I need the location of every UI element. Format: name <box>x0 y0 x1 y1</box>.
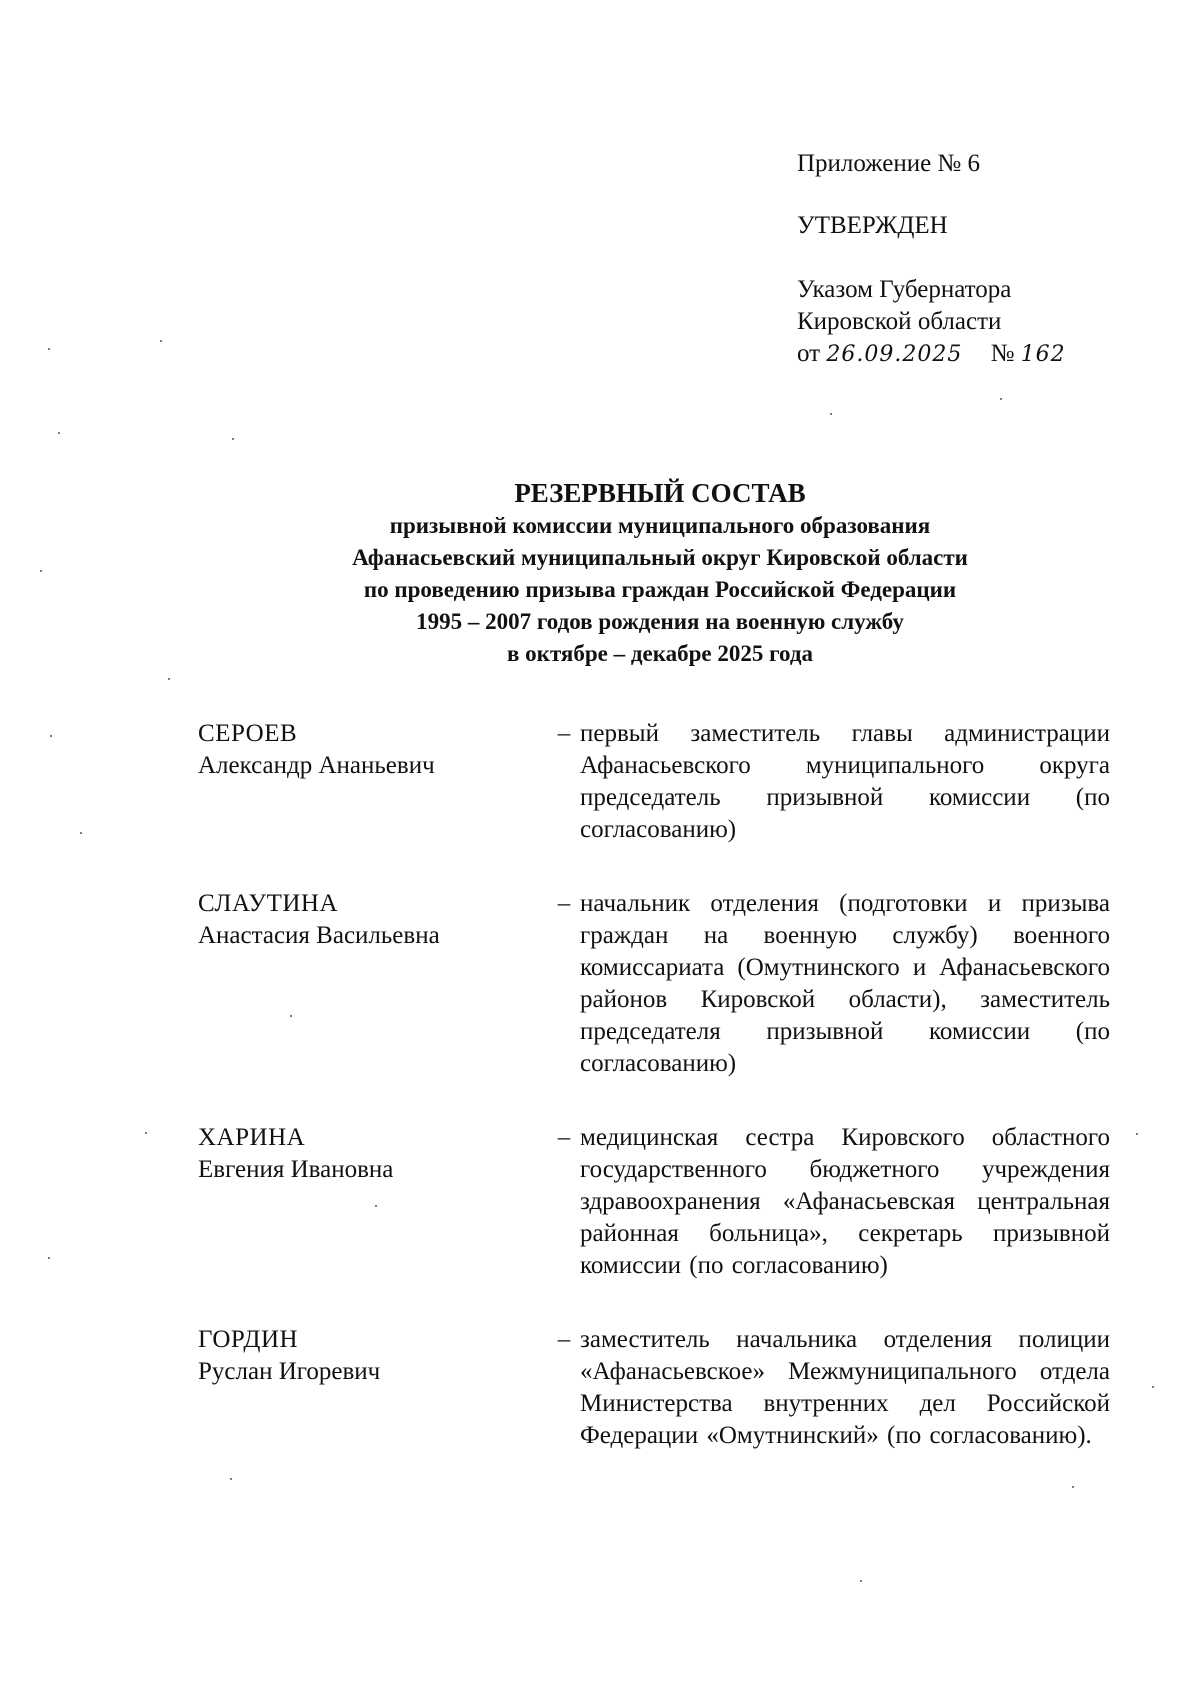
handwritten-number: 162 <box>1020 342 1066 367</box>
title-main: РЕЗЕРВНЫЙ СОСТАВ <box>514 478 806 508</box>
scan-speck <box>232 438 234 440</box>
member-role: заместитель начальника отделения полиции «Афанасьевское» Межмуниципального отдела Министерства внутренних дел Российской Федерации «Омутнинский» (по согласованию). <box>580 1326 1110 1449</box>
title-line: 1995 – 2007 годов рождения на военную службу <box>416 609 904 634</box>
title-line: призывной комиссии муниципального образования <box>389 513 931 538</box>
title-line: по проведению призыва граждан Российской Федерации <box>363 577 957 602</box>
member-role: первый заместитель главы администрации Афанасьевского муниципального округа председатель призывной комиссии (по согласованию) <box>580 720 1110 843</box>
scan-speck <box>1072 1486 1074 1488</box>
members-list <box>198 718 1118 1452</box>
title-line: в октябре – декабре 2025 года <box>507 641 813 666</box>
scan-speck <box>1000 398 1002 400</box>
appendix-label: Приложение № 6 <box>797 150 981 177</box>
scan-speck <box>145 1132 147 1134</box>
scan-speck <box>860 1580 862 1582</box>
scan-speck <box>48 1257 50 1259</box>
member-name <box>198 1122 548 1282</box>
scan-speck <box>830 413 832 415</box>
scan-speck <box>375 1205 377 1207</box>
member-entry <box>198 1324 1118 1452</box>
member-surname: СЛАУТИНА <box>198 890 338 917</box>
member-given-name: Анастасия Васильевна <box>198 922 440 949</box>
scan-speck <box>290 1015 292 1017</box>
handwritten-date: 26.09.2025 <box>826 342 963 367</box>
member-given-name: Александр Ананьевич <box>198 752 435 779</box>
scan-speck <box>58 432 60 434</box>
scan-speck <box>80 832 82 834</box>
member-role: начальник отделения (подготовки и призыва граждан на военную службу) военного комиссариата (Омутнинского и Афанасьевского районов Кировской области), заместитель председателя призывной комиссии (по согласованию) <box>580 890 1110 1077</box>
member-name <box>198 888 548 1080</box>
member-entry <box>198 1122 1118 1282</box>
member-role: медицинская сестра Кировского областного государственного бюджетного учреждения здравоохранения «Афанасьевская центральная районная больница», секретарь призывной комиссии (по согласованию) <box>580 1124 1110 1279</box>
member-given-name: Евгения Ивановна <box>198 1156 394 1183</box>
approved-label: УТВЕРЖДЕН <box>797 212 948 239</box>
decree-line-1: Указом Губернатора <box>797 276 1012 303</box>
document-title <box>200 476 1120 670</box>
date-prefix: от <box>797 340 821 367</box>
scan-speck <box>230 1478 232 1480</box>
member-given-name: Руслан Игоревич <box>198 1358 381 1385</box>
title-line: Афанасьевский муниципальный округ Кировской области <box>352 545 968 570</box>
member-dash: – <box>557 720 571 747</box>
scan-speck <box>160 340 162 342</box>
member-dash: – <box>557 1326 571 1353</box>
approval-block <box>797 148 1066 371</box>
scan-speck <box>1152 1386 1154 1388</box>
member-dash: – <box>557 890 571 917</box>
scan-speck <box>40 570 42 572</box>
number-label: № <box>990 340 1015 367</box>
member-surname: ГОРДИН <box>198 1326 299 1353</box>
member-name <box>198 718 548 846</box>
member-dash: – <box>557 1124 571 1151</box>
member-name <box>198 1324 548 1452</box>
scan-speck <box>50 735 52 737</box>
member-surname: СЕРОЕВ <box>198 720 298 747</box>
member-surname: ХАРИНА <box>198 1124 306 1151</box>
scan-speck <box>168 678 170 680</box>
scan-speck <box>1136 1133 1138 1135</box>
decree-date-line <box>797 338 1066 371</box>
decree-line-2: Кировской области <box>797 308 1002 335</box>
member-entry <box>198 888 1118 1080</box>
member-entry <box>198 718 1118 846</box>
scan-speck <box>48 348 50 350</box>
